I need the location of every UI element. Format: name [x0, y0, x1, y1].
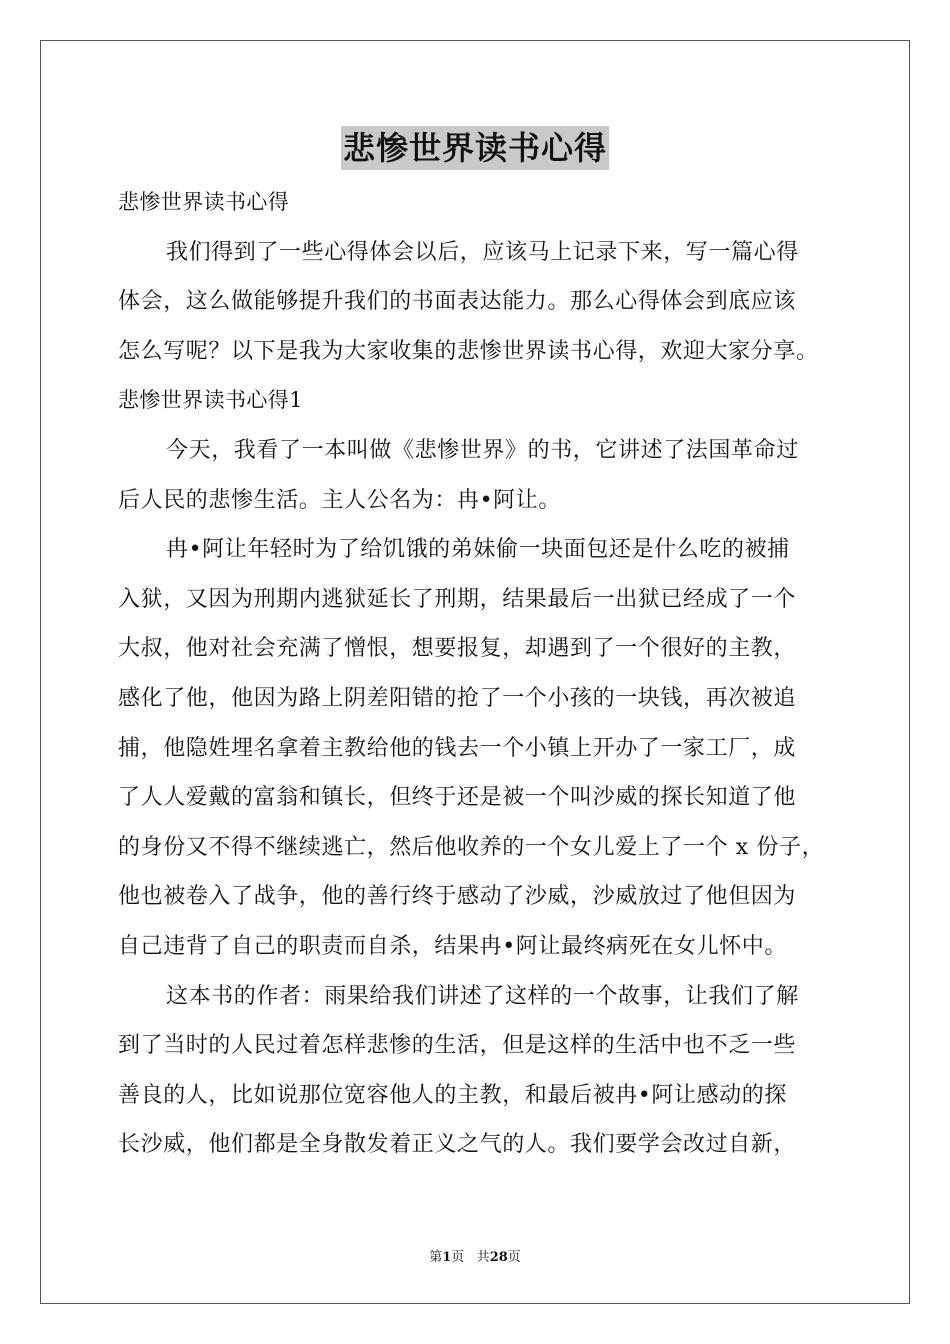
- page-suffix: 页: [451, 1250, 465, 1265]
- paragraph-line: 后人民的悲惨生活。主人公名为：冉•阿让。: [118, 487, 561, 513]
- paragraph-line: 今天，我看了一本叫做《悲惨世界》的书，它讲述了法国革命过: [166, 437, 799, 463]
- paragraph-line: 感化了他，他因为路上阴差阳错的抢了一个小孩的一块钱，再次被追: [118, 685, 797, 711]
- intro-heading: 悲惨世界读书心得: [118, 190, 290, 214]
- paragraph-line: 捕，他隐姓埋名拿着主教给他的钱去一个小镇上开办了一家工厂，成: [118, 735, 797, 761]
- paragraph-line: 入狱，又因为刑期内逃狱延长了刑期，结果最后一出狱已经成了一个: [118, 586, 797, 612]
- paragraph-line: 的身份又不得不继续逃亡，然后他收养的一个女儿爱上了一个 x 份子，: [118, 834, 825, 860]
- total-suffix: 页: [507, 1250, 521, 1265]
- paragraph-line: 大叔，他对社会充满了憎恨，想要报复，却遇到了一个很好的主教，: [118, 636, 797, 662]
- section-heading: 悲惨世界读书心得1: [118, 388, 303, 413]
- paragraph-line: 到了当时的人民过着怎样悲惨的生活，但是这样的生活中也不乏一些: [118, 1033, 797, 1059]
- total-prefix: 共: [476, 1250, 490, 1265]
- title-block: [0, 126, 950, 170]
- paragraph-line: 我们得到了一些心得体会以后，应该马上记录下来，写一篇心得: [166, 239, 799, 265]
- paragraph-line: 长沙威，他们都是全身散发着正义之气的人。我们要学会改过自新，: [118, 1132, 797, 1158]
- page-prefix: 第: [429, 1250, 443, 1265]
- paragraph-line: 自己违背了自己的职责而自杀，结果冉•阿让最终病死在女儿怀中。: [118, 933, 787, 959]
- paragraph-line: 善良的人，比如说那位宽容他人的主教，和最后被冉•阿让感动的探: [118, 1082, 787, 1108]
- document-body: [118, 178, 834, 1170]
- paragraph-line: 他也被卷入了战争，他的善行终于感动了沙威，沙威放过了他但因为: [118, 884, 797, 910]
- current-page-number: 1: [442, 1250, 452, 1265]
- paragraph-line: 体会，这么做能够提升我们的书面表达能力。那么心得体会到底应该: [118, 289, 797, 315]
- paragraph-line: 这本书的作者：雨果给我们讲述了这样的一个故事，让我们了解: [166, 983, 799, 1009]
- paragraph-line: 冉•阿让年轻时为了给饥饿的弟妹偷一块面包还是什么吃的被捕: [166, 537, 790, 563]
- document-title: 悲惨世界读书心得: [341, 126, 609, 170]
- total-pages-number: 28: [489, 1250, 508, 1265]
- page-footer: [0, 1246, 950, 1265]
- paragraph-line: 了人人爱戴的富翁和镇长，但终于还是被一个叫沙威的探长知道了他: [118, 785, 797, 811]
- paragraph-line: 怎么写呢？以下是我为大家收集的悲惨世界读书心得，欢迎大家分享。: [118, 338, 819, 364]
